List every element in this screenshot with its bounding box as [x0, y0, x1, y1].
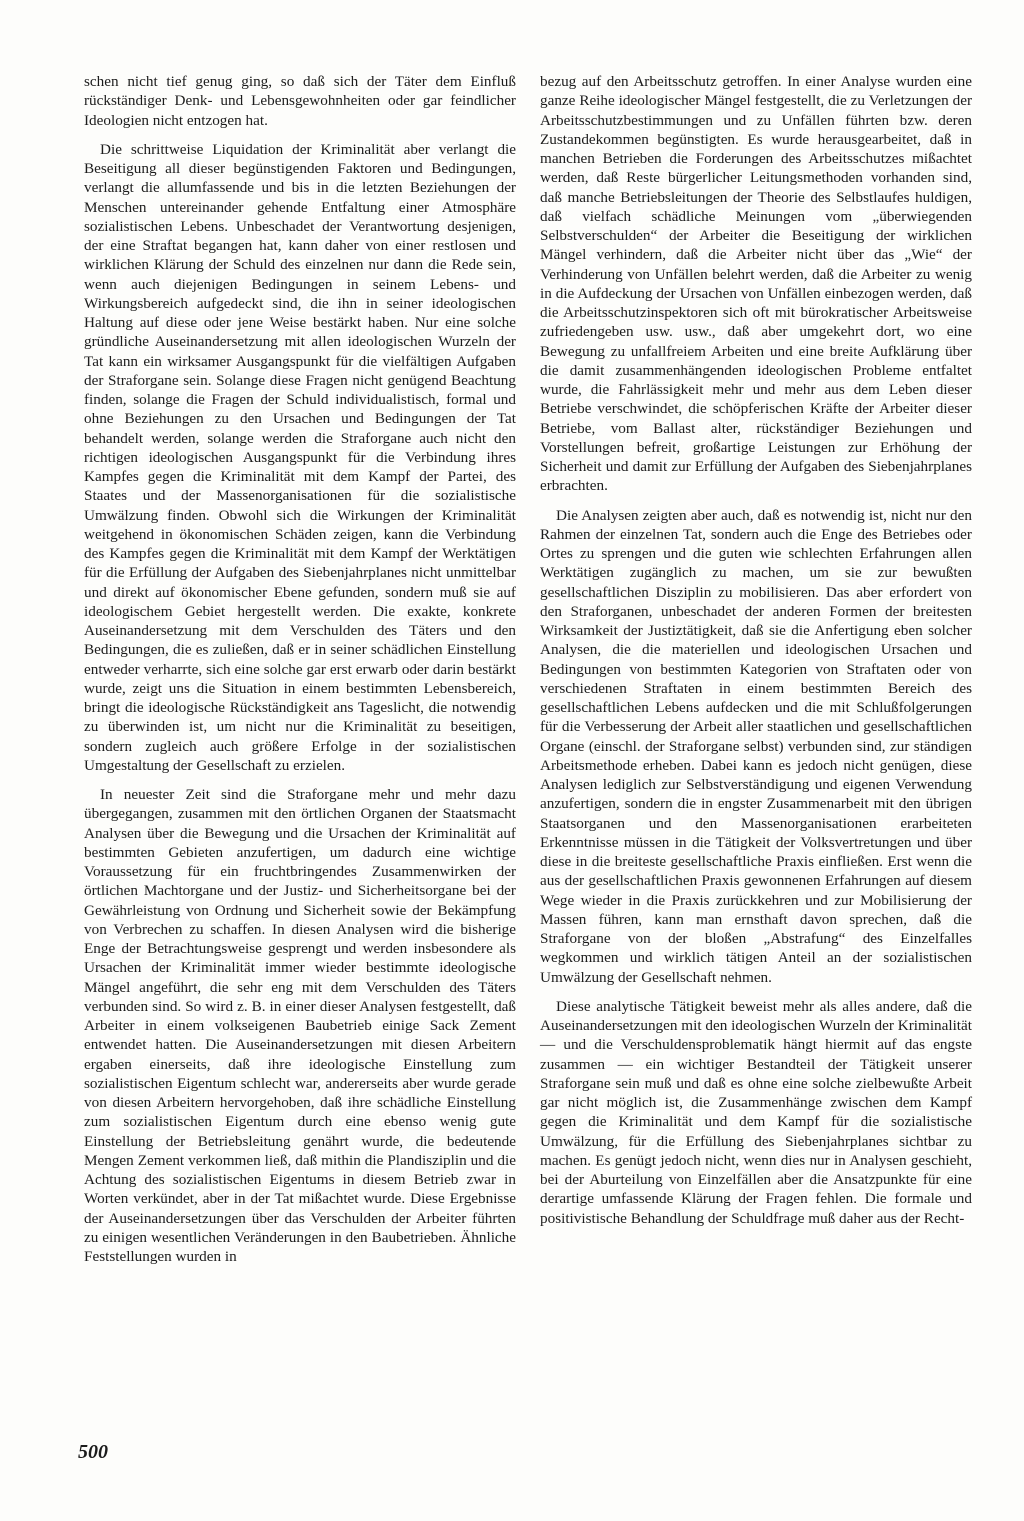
- paragraph: Die schrittweise Liquidation der Kriminalität aber verlangt die Beseitigung all dieser begünstigenden Faktoren und Bedingungen, verlangt die allumfassende und bis in die letzten Beziehungen der Menschen untereinander gehende Entfaltung einer Atmosphäre sozialistischen Lebens. Unbeschadet der Verantwortung desjenigen, der eine Straftat begangen hat, kann daher von einer restlosen und wirklichen Klärung der Schuld des einzelnen nur dann die Rede sein, wenn auch diejenigen Bedingungen in seinem Lebens- und Wirkungsbereich aufgedeckt sind, die ihn in seiner ideologischen Haltung auf diese oder jene Weise bestärkt haben. Nur eine solche gründliche Auseinandersetzung mit allen ideologischen Wurzeln der Tat kann ein wirksamer Ausgangspunkt für die vielfältigen Aufgaben der Straforgane sein. Solange diese Fragen nicht genügend Beachtung finden, solange die Fragen der Schuld individualistisch, formal und ohne Beziehungen zu den Ursachen und Bedingungen der Tat behandelt werden, solange werden die Straforgane auch nicht den richtigen ideologischen Ausgangspunkt für die Verbindung ihres Kampfes gegen die Kriminalität mit dem Kampf der Partei, des Staates und der Massenorganisationen für die sozialistische Umwälzung finden. Obwohl sich die Wirkungen der Kriminalität weitgehend in ökonomischen Schäden zeigen, kann die Verbindung des Kampfes gegen die Kriminalität mit dem Kampf der Werktätigen für die Erfüllung der Aufgaben des Siebenjahrplanes nicht unmittelbar und direkt auf ökonomischer Ebene gefunden, sondern muß sie auf ideologischem Gebiet hergestellt werden. Die exakte, konkrete Auseinandersetzung mit dem Verschulden des Täters und den Bedingungen, die es zuließen, daß er in seiner schädlichen Einstellung entweder verharrte, sich eine solche gar erst erwarb oder darin bestärkt wurde, zeigt uns die Situation in einem bestimmten Lebensbereich, bringt die ideologische Rückständigkeit ans Tageslicht, die notwendig zu überwinden ist, um nicht nur die Kriminalität zu beseitigen, sondern zugleich auch größere Erfolge in der sozialistischen Umgestaltung der Gesellschaft zu erzielen.: [84, 140, 516, 774]
- paragraph: schen nicht tief genug ging, so daß sich der Täter dem Einfluß rückständiger Denk- und Lebensgewohnheiten oder gar feindlicher Ideologien nicht entzogen hat.: [84, 73, 516, 129]
- paragraph: bezug auf den Arbeitsschutz getroffen. In einer Analyse wurden eine ganze Reihe ideologischer Mängel festgestellt, die zu Verletzungen der Arbeitsschutzbestimmungen und zu Unfällen führten bzw. deren Zustandekommen begünstigten. Es wurde herausgearbeitet, daß in manchen Betrieben die Forderungen des Arbeitsschutzes mißachtet werden, daß Reste bürgerlicher Leitungsmethoden vorhanden sind, daß manche Betriebsleitungen der Theorie des Selbstlaufes huldigen, daß vielfach schädliche Meinungen vom „überwiegenden Selbstverschulden“ der Arbeiter die Beseitigung der wirklichen Mängel verhindern, daß die Arbeiter nicht über das „Wie“ der Verhinderung von Unfällen belehrt werden, daß die Arbeiter zu wenig in die Aufdeckung der Ursachen von Unfällen einbezogen werden, daß die Arbeitsschutzinspektoren sich oft mit bürokratischer Arbeitsweise zufriedengeben usw. usw., daß aber umgekehrt dort, wo eine Bewegung zu unfallfreiem Arbeiten und eine breite Aufklärung über die damit zusammenhängenden ideologischen Probleme entfaltet wurde, die Fahrlässigkeit mehr und mehr aus dem Leben dieser Betriebe verschwindet, die schöpferischen Kräfte der Arbeiter dieser Betriebe, vom Ballast alter, rückständiger Beziehungen und Vorstellungen befreit, großartige Leistungen zur Erhöhung der Sicherheit und damit zur Erfüllung der Aufgaben des Siebenjahrplanes erbrachten.: [540, 73, 972, 495]
- left-column: [84, 72, 516, 1276]
- right-column: [540, 72, 972, 1238]
- page-number: 500: [78, 1441, 108, 1463]
- paragraph: In neuester Zeit sind die Straforgane mehr und mehr dazu übergegangen, zusammen mit den örtlichen Organen der Staatsmacht Analysen über die Bewegung und die Ursachen der Kriminalität auf bestimmten Gebieten anzufertigen, um dadurch eine wichtige Voraussetzung für ein fruchtbringendes Zusammenwirken der örtlichen Machtorgane und der Justiz- und Sicherheitsorgane bei der Gewährleistung von Ordnung und Sicherheit sowie der Bekämpfung von Verbrechen zu schaffen. In diesen Analysen wird die bisherige Enge der Betrachtungsweise gesprengt und werden insbesondere als Ursachen der Kriminalität immer wieder bestimmte ideologische Mängel angeführt, die sehr eng mit dem Verschulden des Täters verbunden sind. So wird z. B. in einer dieser Analysen festgestellt, daß Arbeiter in einem volkseigenen Baubetrieb einige Sack Zement entwendet hatten. Die Auseinandersetzungen mit diesen Arbeitern ergaben einerseits, daß ihre ideologische Einstellung zum sozialistischen Eigentum schlecht war, andererseits aber wurde gerade von diesen Arbeitern hervorgehoben, daß ihre schädliche Einstellung zum sozialistischen Eigentum durch eine ebenso wenig gute Einstellung der Betriebsleitung genährt wurde, die bedeutende Mengen Zement verkommen ließ, daß mithin die Plandisziplin und die Achtung des sozialistischen Eigentums in diesem Betrieb zwar in Worten verkündet, aber in der Tat mißachtet wurde. Diese Ergebnisse der Auseinandersetzungen über das Verschulden der Arbeiter führten zu einigen wesentlichen Veränderungen in den Baubetrieben. Ähnliche Feststellungen wurden in: [84, 786, 516, 1265]
- paragraph: Die Analysen zeigten aber auch, daß es notwendig ist, nicht nur den Rahmen der einzelnen Tat, sondern auch die Enge des Betriebes oder Ortes zu sprengen und die guten wie schlechten Erfahrungen allen Werktätigen zugänglich zu machen, um sie zur bewußten gesellschaftlichen Disziplin zu mobilisieren. Das aber erfordert von den Straforganen, unbeschadet der anderen Formen der breitesten Wirksamkeit der Justiztätigkeit, daß sie die Anfertigung eben solcher Analysen, die die materiellen und ideologischen Ursachen und Bedingungen von bestimmten Kategorien von Straftaten oder von verschiedenen Straftaten in einem bestimmten Bereich des gesellschaftlichen Lebens aufdecken und die mit Schlußfolgerungen für die Verbesserung der Arbeit aller staatlichen und gesellschaftlichen Organe (einschl. der Straforgane selbst) verbunden sind, zur ständigen Arbeitsmethode erheben. Dabei kann es jedoch nicht genügen, diese Analysen lediglich zur Selbstverständigung und eigenen Verwendung anzufertigen, sondern die in engster Zusammenarbeit mit den übrigen Staatsorganen und den Massenorganisationen erarbeiteten Erkenntnisse müssen in die Tätigkeit der Volksvertretungen und über diese in die breiteste gesellschaftliche Praxis einfließen. Erst wenn die aus der gesellschaftlichen Praxis gewonnenen Erfahrungen auf diesem Wege wieder in die Praxis zurückkehren und zur Mobilisierung der Massen führen, kann man ernsthaft davon sprechen, daß die Straforgane von der bloßen „Abstrafung“ des Einzelfalles wegkommen und wirklich tätigen Anteil an der sozialistischen Umwälzung der Gesellschaft nehmen.: [540, 506, 972, 986]
- paragraph: Diese analytische Tätigkeit beweist mehr als alles andere, daß die Auseinandersetzungen mit den ideologischen Wurzeln der Kriminalität — und die Verschuldensproblematik hängt hiermit auf das engste zusammen — ein wichtiger Bestandteil der Tätigkeit unserer Straforgane sein muß und daß es ohne eine solche zielbewußte Arbeit gar nicht möglich ist, die Zusammenhänge zwischen dem Kampf gegen die Kriminalität und dem Kampf für die sozialistische Umwälzung, für die Erfüllung des Siebenjahrplanes sichtbar zu machen. Es genügt jedoch nicht, wenn dies nur in Analysen geschieht, bei der Aburteilung von Einzelfällen aber die Ansatzpunkte für eine derartige umfassende Klärung der Fragen fehlen. Die formale und positivistische Behandlung der Schuldfrage muß daher aus der Recht-: [540, 997, 972, 1227]
